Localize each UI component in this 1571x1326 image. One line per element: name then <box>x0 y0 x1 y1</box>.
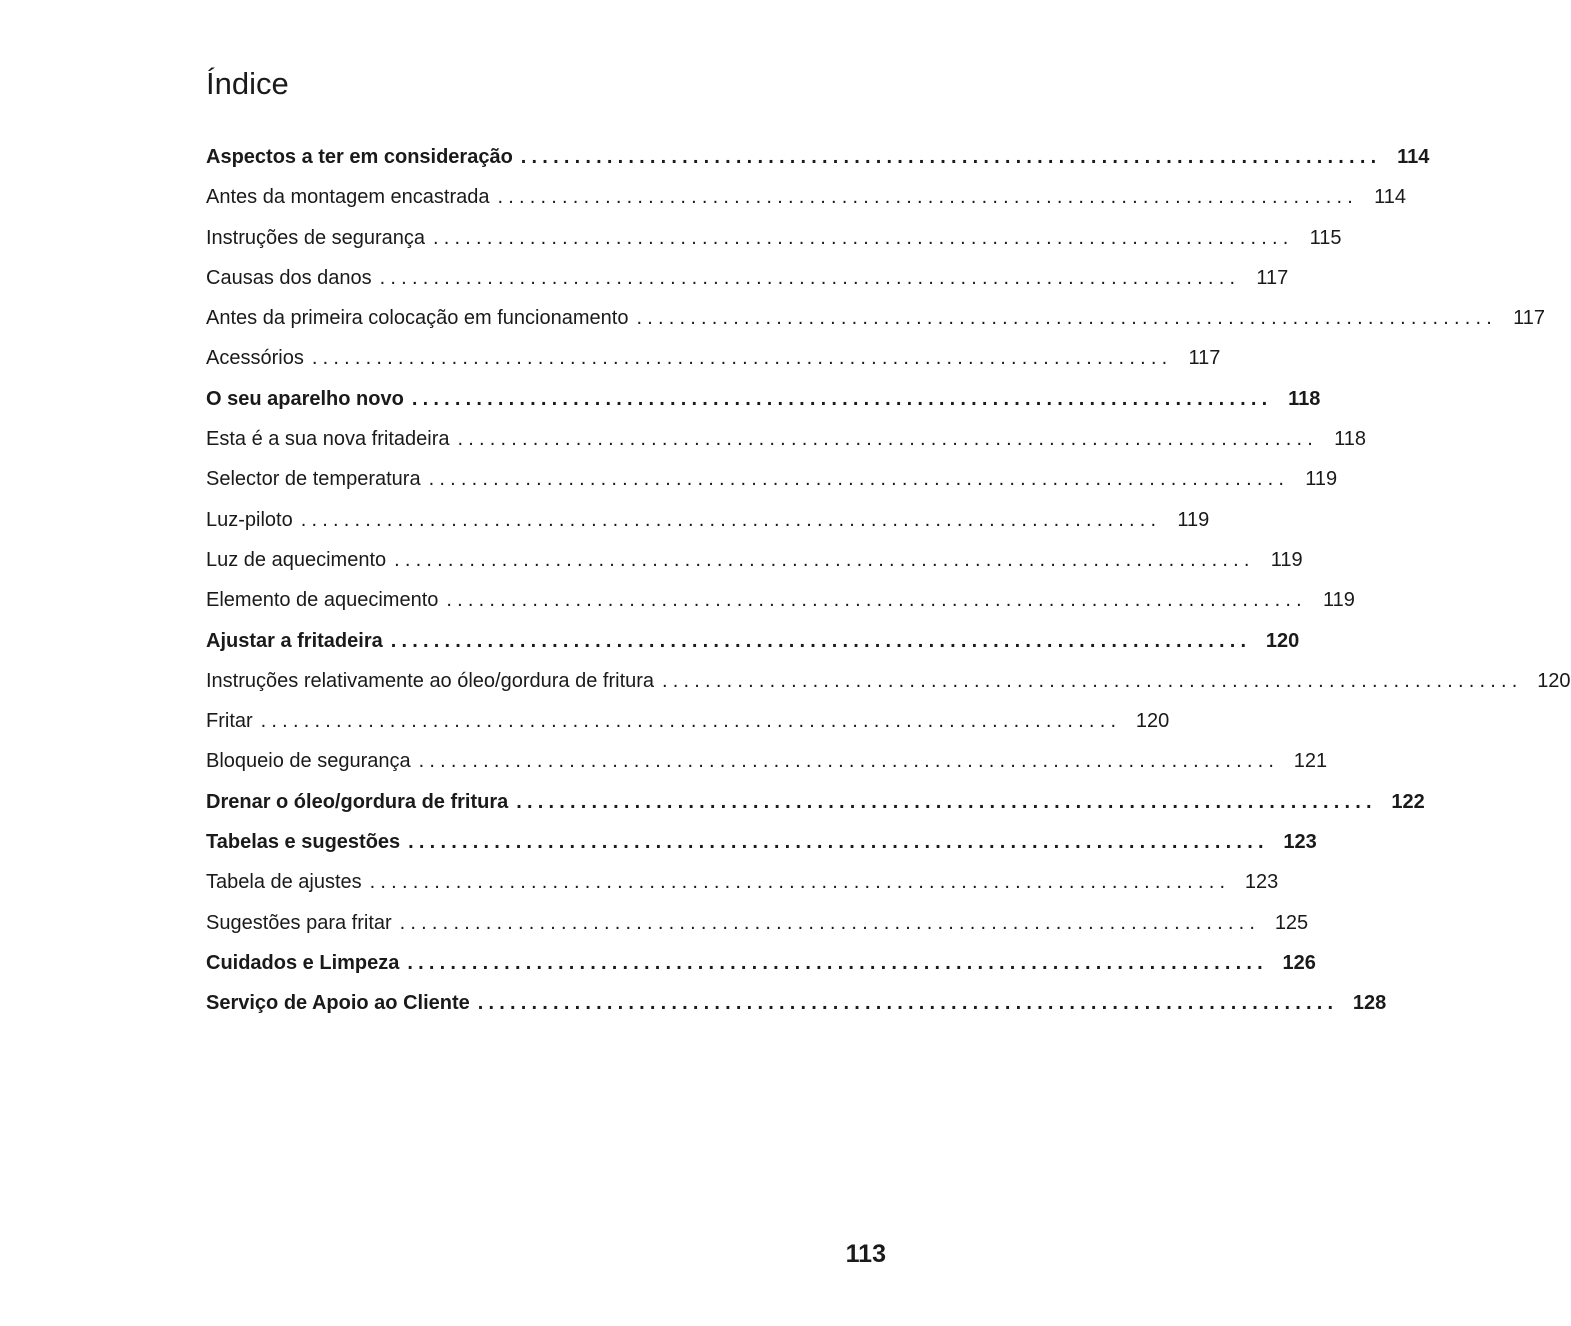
toc-dot-leader: ................................................................................ <box>311 347 1173 370</box>
toc-entry[interactable] <box>206 342 1221 382</box>
toc-entry-label: Serviço de Apoio ao Cliente <box>206 992 470 1015</box>
toc-dot-leader: ................................................................................ <box>636 307 1497 330</box>
toc-entry-label: Fritar <box>206 710 253 733</box>
toc-entry-label: Bloqueio de segurança <box>206 750 411 773</box>
toc-entry-page: 128 <box>1352 992 1387 1015</box>
toc-entry-page: 115 <box>1309 226 1342 249</box>
toc-dot-leader: ................................................................................ <box>446 589 1307 612</box>
toc-entry-label: Drenar o óleo/gordura de fritura <box>206 790 509 813</box>
toc-dot-leader: ................................................................................ <box>418 750 1280 773</box>
page-title: Índice <box>206 66 289 101</box>
toc-entry-page: 125 <box>1274 911 1309 934</box>
toc-entry[interactable] <box>206 665 1571 705</box>
toc-entry-page: 120 <box>1265 629 1300 652</box>
toc-entry[interactable] <box>206 947 1316 987</box>
toc-dot-leader: ................................................................................ <box>497 186 1359 209</box>
toc-entry[interactable] <box>206 423 1367 463</box>
toc-entry-label: Antes da montagem encastrada <box>206 186 490 209</box>
toc-entry[interactable] <box>206 262 1289 302</box>
toc-entry-label: Sugestões para fritar <box>206 911 392 934</box>
toc-entry-page: 119 <box>1323 589 1355 612</box>
toc-dot-leader: ................................................................................ <box>408 831 1269 854</box>
toc-entry[interactable] <box>206 625 1300 665</box>
toc-entry-page: 122 <box>1391 790 1425 813</box>
toc-dot-leader: ................................................................................ <box>662 669 1523 692</box>
toc-entry-label: Selector de temperatura <box>206 468 421 491</box>
toc-entry-page: 120 <box>1537 669 1571 692</box>
toc-entry-label: Tabelas e sugestões <box>206 831 401 854</box>
toc-entry-page: 114 <box>1397 146 1430 168</box>
toc-entry[interactable] <box>206 504 1210 544</box>
toc-entry-label: Elemento de aquecimento <box>206 589 439 612</box>
toc-entry[interactable] <box>206 141 1430 181</box>
toc-entry[interactable] <box>206 584 1355 624</box>
toc-entry-label: Cuidados e Limpeza <box>206 951 400 974</box>
toc-entry-page: 121 <box>1293 750 1328 773</box>
toc-dot-leader: ................................................................................ <box>520 146 1382 168</box>
toc-entry-page: 117 <box>1188 347 1221 370</box>
toc-entry[interactable] <box>206 181 1407 221</box>
toc-entry[interactable] <box>206 222 1342 262</box>
toc-entry[interactable] <box>206 705 1170 745</box>
toc-dot-leader: ................................................................................ <box>390 629 1252 652</box>
toc-entry[interactable] <box>206 302 1545 342</box>
toc-entry[interactable] <box>206 907 1309 947</box>
toc-entry-label: Ajustar a fritadeira <box>206 629 383 652</box>
toc-dot-leader: ................................................................................ <box>433 226 1294 249</box>
toc-entry-label: Antes da primeira colocação em funcionamento <box>206 307 629 330</box>
toc-entry-page: 117 <box>1513 307 1545 330</box>
toc-entry-label: Tabela de ajustes <box>206 871 362 894</box>
toc-entry-page: 123 <box>1283 831 1317 854</box>
toc-entry[interactable] <box>206 544 1303 584</box>
toc-entry[interactable] <box>206 826 1317 866</box>
toc-entry[interactable] <box>206 745 1328 785</box>
toc-entry[interactable] <box>206 987 1387 1027</box>
toc-entry[interactable] <box>206 866 1279 906</box>
toc-dot-leader: ................................................................................ <box>260 710 1122 733</box>
toc-entry-label: O seu aparelho novo <box>206 387 404 410</box>
toc-entry-label: Instruções relativamente ao óleo/gordura de fritura <box>206 669 655 692</box>
toc-entry-page: 119 <box>1305 468 1338 491</box>
toc-entry-page: 126 <box>1282 951 1316 974</box>
toc-dot-leader: ................................................................................ <box>300 508 1162 531</box>
toc-entry-label: Aspectos a ter em consideração <box>206 146 513 168</box>
toc-dot-leader: ................................................................................ <box>394 548 1255 571</box>
toc-entry[interactable] <box>206 786 1425 826</box>
toc-entry-label: Instruções de segurança <box>206 226 426 249</box>
toc-entry-page: 119 <box>1177 508 1210 531</box>
toc-dot-leader: ................................................................................ <box>516 790 1377 813</box>
toc-dot-leader: ................................................................................ <box>477 992 1339 1015</box>
toc-dot-leader: ................................................................................ <box>379 266 1241 289</box>
toc-dot-leader: ................................................................................ <box>369 871 1231 894</box>
table-of-contents <box>206 141 1571 1028</box>
toc-dot-leader: ................................................................................ <box>407 951 1268 974</box>
toc-dot-leader: ................................................................................ <box>399 911 1261 934</box>
toc-dot-leader: ................................................................................ <box>428 468 1290 491</box>
toc-entry-page: 123 <box>1244 871 1279 894</box>
toc-entry-page: 118 <box>1334 428 1367 451</box>
toc-entry[interactable] <box>206 463 1338 503</box>
toc-dot-leader: ................................................................................ <box>411 387 1273 410</box>
toc-entry-label: Luz-piloto <box>206 508 293 531</box>
toc-entry-label: Causas dos danos <box>206 266 372 289</box>
toc-entry-page: 120 <box>1135 710 1170 733</box>
toc-entry-label: Esta é a sua nova fritadeira <box>206 428 450 451</box>
toc-entry[interactable] <box>206 383 1321 423</box>
toc-entry-page: 119 <box>1270 548 1303 571</box>
toc-entry-page: 117 <box>1256 266 1289 289</box>
toc-dot-leader: ................................................................................ <box>457 428 1319 451</box>
toc-entry-page: 118 <box>1288 387 1321 410</box>
toc-entry-label: Acessórios <box>206 347 304 370</box>
toc-entry-label: Luz de aquecimento <box>206 548 387 571</box>
page-number: 113 <box>845 1240 886 1268</box>
toc-entry-page: 114 <box>1374 186 1407 209</box>
